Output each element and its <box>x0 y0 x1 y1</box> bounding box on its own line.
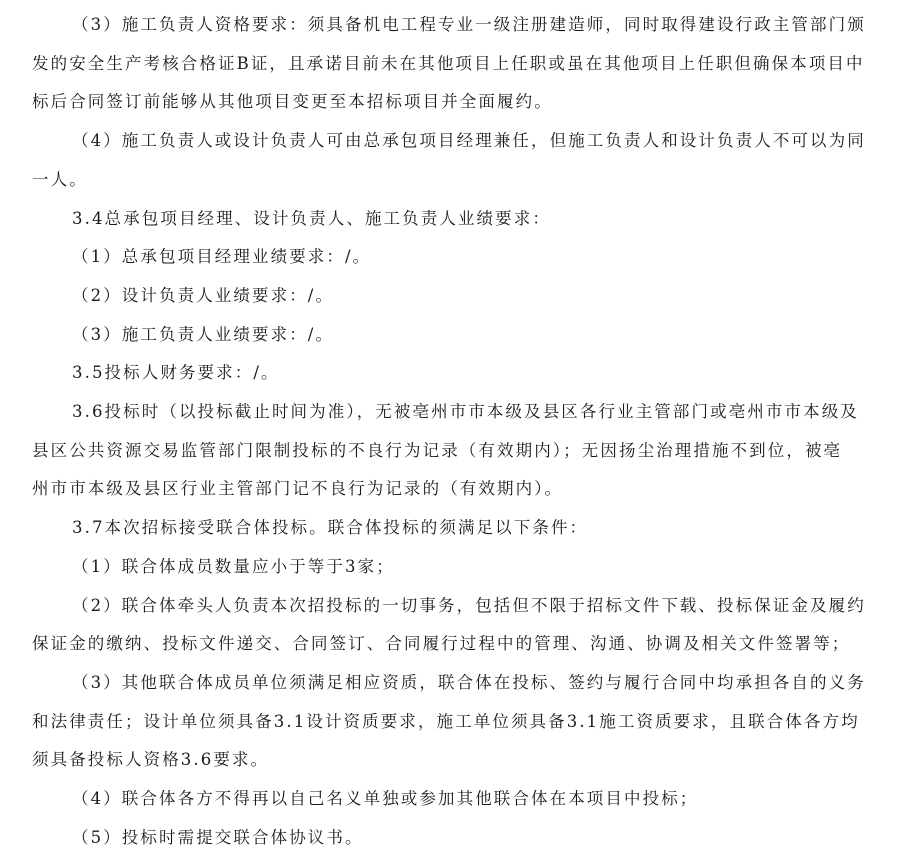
section-heading: 3.4总承包项目经理、设计负责人、施工负责人业绩要求： <box>72 208 551 228</box>
text-line: 须具备投标人资格3.6要求。 <box>32 750 270 770</box>
text-line: （1）总承包项目经理业绩要求：/。 <box>72 247 372 267</box>
text-line: （3）施工负责人业绩要求：/。 <box>72 324 335 344</box>
text-line: 一人。 <box>32 169 88 189</box>
text-line: （1）联合体成员数量应小于等于3家； <box>72 556 395 576</box>
text-line: （5）投标时需提交联合体协议书。 <box>72 827 364 847</box>
text-line: 发的安全生产考核合格证B证，且承诺目前未在其他项目上任职或虽在其他项目上任职但确保本项目中 <box>32 53 865 73</box>
text-line: （3）其他联合体成员单位须满足相应资质，联合体在投标、签约与履行合同中均承担各自的义务 <box>72 672 866 692</box>
text-line: （4）联合体各方不得再以自己名义单独或参加其他联合体在本项目中投标； <box>72 789 699 809</box>
section-heading: 3.7本次招标接受联合体投标。联合体投标的须满足以下条件： <box>72 518 589 538</box>
section-heading: 3.6投标时（以投标截止时间为准），无被亳州市市本级及县区各行业主管部门或亳州市市本级及 <box>72 402 859 422</box>
text-line: （4）施工负责人或设计负责人可由总承包项目经理兼任，但施工负责人和设计负责人不可以为同 <box>72 131 866 151</box>
section-heading: 3.5投标人财务要求：/。 <box>72 363 280 383</box>
text-line: （3）施工负责人资格要求：须具备机电工程专业一级注册建造师，同时取得建设行政主管部门颁 <box>72 15 866 34</box>
text-line: 州市市本级及县区行业主管部门记不良行为记录的（有效期内）。 <box>32 479 564 499</box>
text-line: 县区公共资源交易监管部门限制投标的不良行为记录（有效期内）；无因扬尘治理措施不到位，被亳 <box>32 440 843 460</box>
text-line: 标后合同签订前能够从其他项目变更至本招标项目并全面履约。 <box>32 92 553 112</box>
text-line: （2）联合体牵头人负责本次招投标的一切事务，包括但不限于招标文件下载、投标保证金及履约 <box>72 595 866 615</box>
text-line: 和法律责任；设计单位须具备3.1设计资质要求，施工单位须具备3.1施工资质要求，且联合体各方均 <box>32 711 860 731</box>
text-line: （2）设计负责人业绩要求：/。 <box>72 285 335 305</box>
text-line: 保证金的缴纳、投标文件递交、合同签订、合同履行过程中的管理、沟通、协调及相关文件签署等； <box>32 634 851 654</box>
